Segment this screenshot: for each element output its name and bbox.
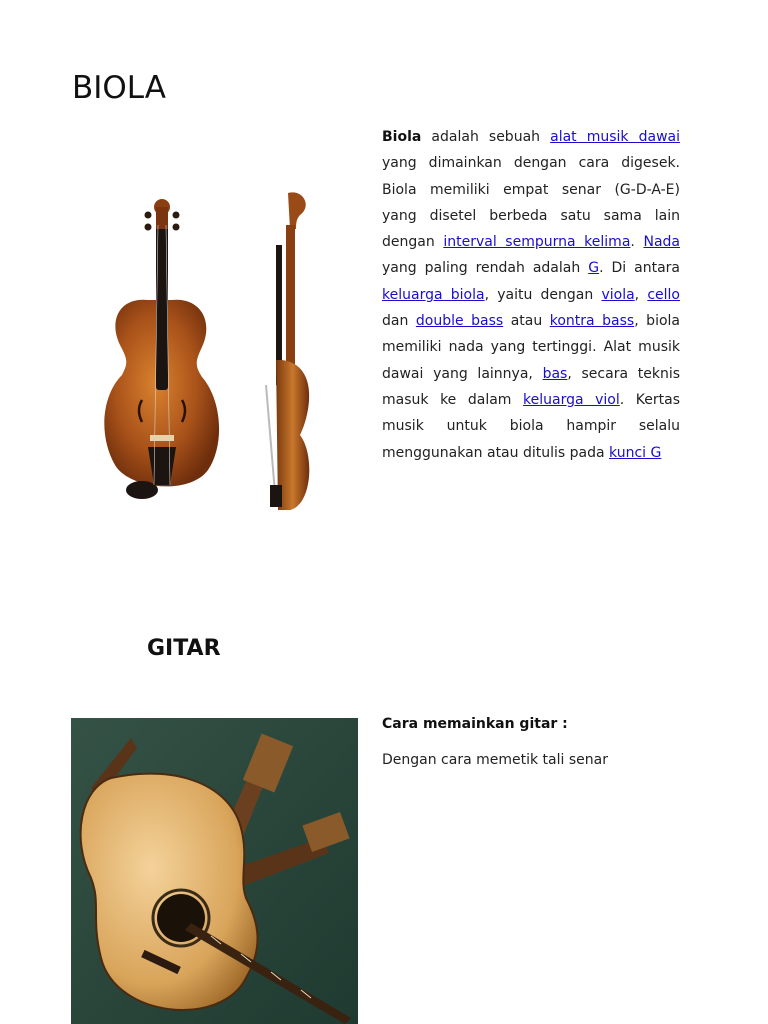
link-cello[interactable]: cello (647, 286, 680, 303)
link-interval-sempurna-kelima[interactable]: interval sempurna kelima (443, 234, 631, 251)
link-double-bass[interactable]: double bass (415, 313, 504, 330)
violin-side (266, 192, 309, 510)
text-segment: yang paling rendah adalah (382, 260, 589, 277)
gitar-subtitle: Cara memainkan gitar : (382, 716, 568, 732)
biola-paragraph (382, 124, 680, 466)
link-alat-musik-dawai[interactable]: alat musik dawai (550, 129, 681, 145)
guitar-image (71, 718, 358, 1024)
text-segment: dan (382, 313, 416, 330)
text-segment: yang dimainkan dengan cara digesek. Biola memiliki empat senar (G-D-A-E) yang disetel berbeda satu sama lain dengan (382, 155, 680, 251)
bold-term: Biola (382, 129, 422, 145)
text-segment: . Kertas musik untuk biola hampir selalu menggunakan atau ditulis pada (382, 391, 681, 461)
violin-front (104, 199, 219, 499)
text-segment: . Di antara (599, 260, 680, 277)
text-segment: . (630, 234, 644, 251)
violin-image (90, 185, 330, 525)
link-bas[interactable]: bas (542, 365, 568, 382)
link-kunci-g[interactable]: kunci G (609, 444, 662, 461)
text-segment: atau (503, 313, 550, 330)
link-keluarga-biola[interactable]: keluarga biola (382, 286, 485, 303)
link-nada[interactable]: Nada (643, 234, 680, 251)
text-segment: , (634, 286, 648, 303)
link-keluarga-viol[interactable]: keluarga viol (523, 391, 620, 408)
text-segment: , secara teknis masuk ke dalam (382, 365, 681, 408)
text-segment: , biola memiliki nada yang tertinggi. Alat musik dawai yang lainnya, (382, 313, 680, 382)
biola-heading: BIOLA (72, 70, 166, 106)
link-g[interactable]: G (588, 260, 600, 277)
link-viola[interactable]: viola (601, 286, 635, 303)
link-kontra-bass[interactable]: kontra bass (549, 313, 635, 330)
gitar-heading: GITAR (147, 636, 221, 661)
gitar-description: Dengan cara memetik tali senar (382, 752, 608, 768)
text-segment: adalah sebuah (421, 129, 551, 145)
text-segment: , yaitu dengan (484, 286, 602, 303)
